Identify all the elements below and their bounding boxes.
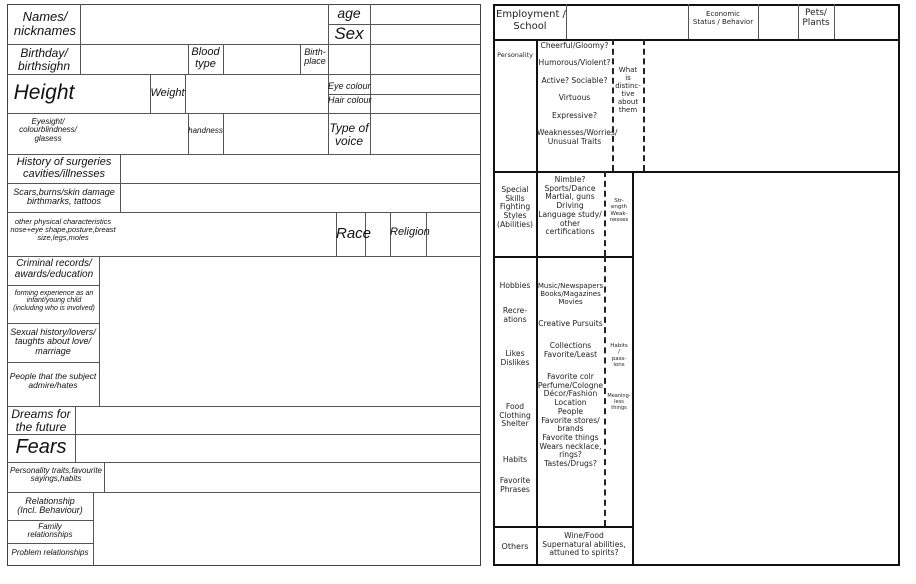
row-divider — [7, 323, 99, 324]
header-col — [566, 4, 567, 39]
special-skills-items: Nimble? Sports/Dance Martial, guns Driving Language study/ other certifications — [538, 175, 602, 237]
row-divider — [7, 543, 93, 544]
row-divider — [7, 406, 481, 407]
row-divider — [7, 212, 481, 213]
col-divider — [80, 4, 81, 74]
meaningless-things-label: Meaning- less things — [607, 393, 631, 411]
blood-type-label: Blood type — [191, 46, 220, 70]
food-clothing-shelter-label: Food Clothing Shelter — [499, 402, 531, 429]
section-col — [632, 171, 634, 566]
col-divider — [223, 44, 224, 74]
names-label: Names/ nicknames — [13, 9, 77, 38]
personality-items: Cheerful/Gloomy? Humorous/Violent? Active? Sociable? Virtuous Expressive? Weaknesses/Worries/ Unusual Traits — [537, 41, 618, 146]
row-divider — [7, 285, 99, 286]
admire-hates-label: People that the subject admire/hates — [9, 371, 97, 390]
age-label: age — [337, 5, 361, 21]
col-divider — [93, 492, 94, 566]
section-divider — [493, 256, 632, 258]
recreations-label: Recre- ations — [502, 306, 528, 324]
row-divider — [7, 520, 93, 521]
family-relationships-label: Family relationships — [27, 522, 73, 540]
dashed-col — [643, 39, 645, 171]
race-label: Race — [336, 225, 372, 242]
special-skills-label: Special Skills Fighting Styles (Abilities) — [497, 185, 533, 229]
type-of-voice-label: Type of voice — [329, 121, 369, 148]
section-divider — [493, 526, 632, 528]
others-label: Others — [501, 542, 529, 551]
pets-plants-label: Pets/ Plants — [802, 8, 830, 29]
sex-label: Sex — [334, 24, 364, 43]
row-divider — [7, 113, 481, 114]
height-label: Height — [13, 81, 75, 104]
relationship-label: Relationship (Incl. Behaviour) — [17, 496, 83, 516]
personality-traits-label: Personality traits,favourite sayings,habits — [9, 466, 103, 484]
row-divider — [7, 44, 481, 45]
forming-experience-label: forming experience as an infant/young child (including who is involved) — [13, 290, 95, 312]
col-divider — [104, 462, 105, 492]
hobbies-label: Hobbies — [499, 281, 531, 290]
header-col — [834, 4, 835, 39]
col-divider — [75, 406, 76, 462]
hobby-items-media: Music/Newspapers Books/Magazines Movies — [537, 282, 604, 307]
physical-characteristics-label: other physical characteristics nose+eye shape,posture,breast size,legs,moles — [10, 217, 116, 242]
others-items: Wine/Food Supernatural abilities, attuned to spirits? — [542, 531, 626, 558]
row-divider — [7, 256, 481, 257]
strength-weakness-label: Str- ength Weak- nesses — [609, 198, 629, 223]
row-divider — [7, 492, 481, 493]
header-col — [758, 4, 759, 39]
row-divider — [7, 362, 99, 363]
birthday-label: Birthday/ birthsighn — [17, 46, 71, 73]
problem-relationships-label: Problem relationships — [11, 548, 89, 557]
habits-passions-label: Habits / pass- ions — [610, 343, 628, 368]
dreams-label: Dreams for the future — [11, 407, 71, 434]
criminal-records-label: Criminal records/ awards/education — [14, 258, 94, 280]
sexual-history-label: Sexual history/lovers/ taughts about love/ marriage — [10, 327, 96, 356]
row-divider — [7, 74, 481, 75]
eyesight-label: Eyesight/ colourblindness/ glasess — [19, 117, 77, 143]
handness-label: handness — [188, 126, 223, 135]
employment-label: Employment / School — [496, 9, 566, 32]
col-divider — [185, 74, 186, 113]
row-divider — [7, 434, 481, 435]
col-divider — [120, 154, 121, 212]
hobby-items-collections: Collections Favorite/Least — [543, 341, 598, 359]
personality-label: Personality — [497, 51, 533, 59]
hobby-items-favorites: Favorite colr Perfume/Cologne Décor/Fashion Location People Favorite stores/ brands Favorite things Wears necklace, rings? Tastes/Drugs? — [537, 372, 604, 469]
hobby-items-creative: Creative Pursuits — [538, 319, 603, 328]
col-divider — [223, 113, 224, 154]
weight-label: Weight — [150, 87, 185, 99]
dashed-col — [604, 256, 606, 526]
religion-label: Religion — [390, 226, 430, 238]
scars-label: Scars,burns/skin damage birthmarks, tattoos — [13, 187, 115, 207]
habits-label: Habits — [502, 455, 528, 464]
birthplace-label: Birth- place — [304, 47, 326, 67]
row-divider — [7, 154, 481, 155]
distinctive-label: What is distinc- tive about them — [615, 66, 641, 115]
economic-status-label: Economic Status / Behavior — [692, 10, 754, 27]
hair-colour-label: Hair colour — [328, 95, 372, 105]
likes-dislikes-label: Likes Dislikes — [500, 349, 530, 367]
col-divider — [370, 4, 371, 154]
row-divider — [7, 462, 481, 463]
surgeries-label: History of surgeries cavities/illnesses — [16, 156, 112, 180]
row-divider — [7, 183, 481, 184]
fears-label: Fears — [15, 436, 67, 458]
favorite-phrases-label: Favorite Phrases — [499, 476, 531, 494]
section-divider — [493, 171, 900, 173]
eye-colour-label: Eye colour — [328, 81, 371, 91]
